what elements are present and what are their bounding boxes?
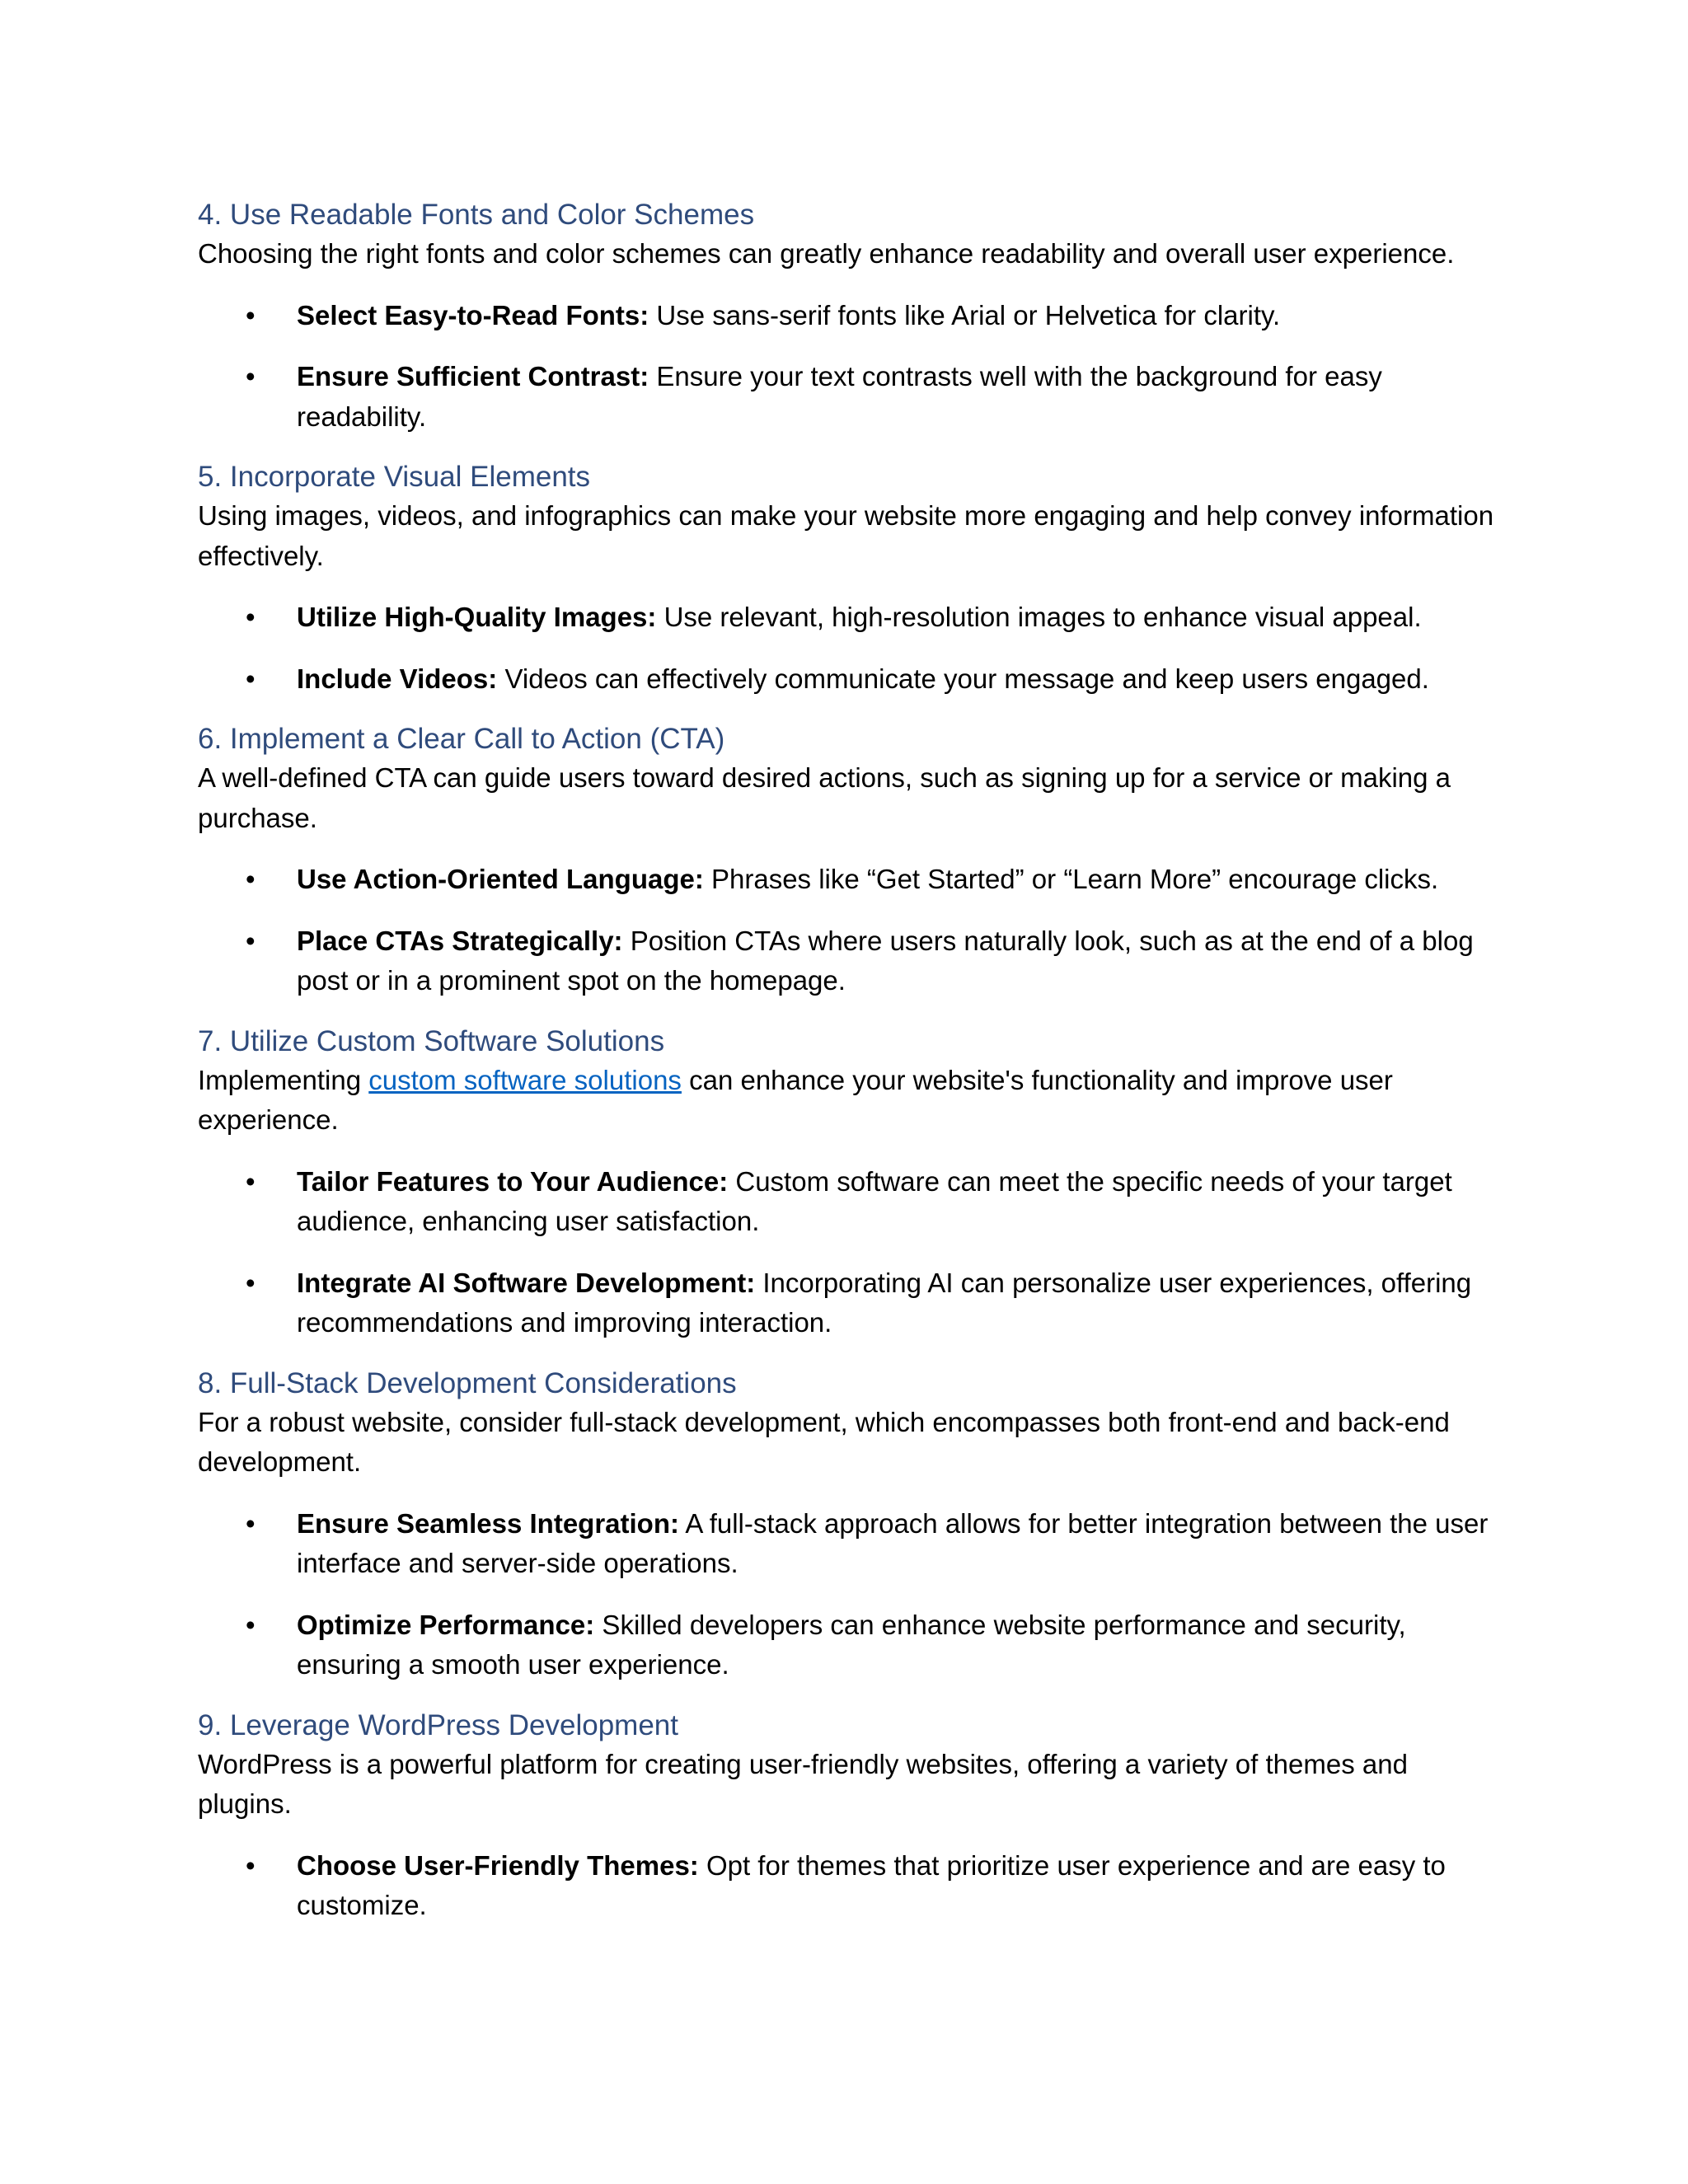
- section-full-stack: [198, 1365, 1500, 1685]
- list-item: [198, 1846, 1500, 1926]
- bullet-icon: •: [246, 663, 256, 694]
- bullet-title: Choose User-Friendly Themes:: [297, 1849, 699, 1881]
- custom-software-solutions-link[interactable]: custom software solutions: [368, 1064, 682, 1095]
- bullet-text: Incorporating AI can personalize user experiences, offering recommendations and improving interaction.: [297, 1267, 1472, 1338]
- bullet-text: Use sans-serif fonts like Arial or Helvetica for clarity.: [649, 299, 1281, 330]
- bullet-icon: •: [246, 1849, 256, 1881]
- list-item: [198, 1605, 1500, 1685]
- bullet-icon: •: [246, 1267, 256, 1298]
- bullet-title: Place CTAs Strategically:: [297, 925, 623, 956]
- list-item: [198, 659, 1500, 700]
- bullet-title: Utilize High-Quality Images:: [297, 602, 657, 632]
- bullet-title: Ensure Seamless Integration:: [297, 1507, 679, 1539]
- list-item: [198, 1162, 1500, 1242]
- document-page: [198, 196, 1500, 1947]
- bullet-list: [198, 1846, 1500, 1926]
- bullet-title: Include Videos:: [297, 663, 498, 694]
- bullet-icon: •: [246, 1507, 256, 1539]
- bullet-text: Custom software can meet the specific needs of your target audience, enhancing user satisfaction.: [297, 1165, 1452, 1236]
- bullet-icon: •: [246, 299, 256, 330]
- section-intro: Using images, videos, and infographics can make your website more engaging and help convey information effectively.: [198, 500, 1494, 571]
- bullet-text: Position CTAs where users naturally look, such as at the end of a blog post or in a prominent spot on the homepage.: [297, 925, 1474, 996]
- bullet-list: [198, 1504, 1500, 1685]
- bullet-list: [198, 296, 1500, 438]
- bullet-text: Skilled developers can enhance website performance and security, ensuring a smooth user experience.: [297, 1609, 1406, 1680]
- intro-text-before-link: Implementing: [198, 1064, 369, 1095]
- bullet-icon: •: [246, 1165, 256, 1197]
- bullet-text: Ensure your text contrasts well with the background for easy readability.: [297, 361, 1382, 432]
- section-heading: 5. Incorporate Visual Elements: [198, 461, 591, 493]
- section-intro: A well-defined CTA can guide users toward desired actions, such as signing up for a service or making a purchase.: [198, 762, 1451, 833]
- section-visual-elements: [198, 458, 1500, 699]
- bullet-list: [198, 598, 1500, 699]
- bullet-title: Optimize Performance:: [297, 1609, 595, 1640]
- bullet-title: Ensure Sufficient Contrast:: [297, 361, 649, 391]
- list-item: [198, 1504, 1500, 1584]
- section-heading: 9. Leverage WordPress Development: [198, 1708, 678, 1741]
- bullet-text: Phrases like “Get Started” or “Learn More” encourage clicks.: [703, 864, 1439, 894]
- section-custom-software: [198, 1023, 1500, 1343]
- bullet-icon: •: [246, 925, 256, 956]
- bullet-icon: •: [246, 1609, 256, 1640]
- bullet-text: A full-stack approach allows for better integration between the user interface and server-side operations.: [297, 1507, 1489, 1578]
- bullet-icon: •: [246, 361, 256, 391]
- bullet-icon: •: [246, 864, 256, 894]
- section-call-to-action: [198, 720, 1500, 1001]
- bullet-title: Select Easy-to-Read Fonts:: [297, 299, 649, 330]
- section-intro: WordPress is a powerful platform for creating user-friendly websites, offering a variety of themes and plugins.: [198, 1748, 1408, 1819]
- section-intro: For a robust website, consider full-stack development, which encompasses both front-end and back-end development.: [198, 1406, 1450, 1477]
- section-heading: 4. Use Readable Fonts and Color Schemes: [198, 199, 755, 231]
- list-item: [198, 598, 1500, 638]
- bullet-icon: •: [246, 602, 256, 632]
- intro-text-after-link: can enhance your website's functionality and improve user experience.: [198, 1064, 1393, 1135]
- bullet-list: [198, 860, 1500, 1001]
- list-item: [198, 296, 1500, 336]
- bullet-title: Integrate AI Software Development:: [297, 1267, 756, 1298]
- bullet-text: Use relevant, high-resolution images to enhance visual appeal.: [656, 602, 1422, 632]
- list-item: [198, 1263, 1500, 1343]
- bullet-text: Videos can effectively communicate your message and keep users engaged.: [497, 663, 1429, 694]
- list-item: [198, 860, 1500, 900]
- bullet-title: Tailor Features to Your Audience:: [297, 1165, 729, 1197]
- bullet-list: [198, 1162, 1500, 1343]
- section-intro: [198, 1061, 1500, 1141]
- section-readable-fonts: [198, 196, 1500, 437]
- bullet-title: Use Action-Oriented Language:: [297, 864, 704, 894]
- bullet-text: Opt for themes that prioritize user experience and are easy to customize.: [297, 1849, 1446, 1920]
- section-wordpress: [198, 1707, 1500, 1926]
- list-item: [198, 357, 1500, 437]
- section-intro: Choosing the right fonts and color schemes can greatly enhance readability and overall user experience.: [198, 238, 1455, 269]
- section-heading: 7. Utilize Custom Software Solutions: [198, 1024, 665, 1057]
- list-item: [198, 921, 1500, 1001]
- section-heading: 8. Full-Stack Development Considerations: [198, 1366, 737, 1399]
- section-heading: 6. Implement a Clear Call to Action (CTA): [198, 723, 725, 755]
